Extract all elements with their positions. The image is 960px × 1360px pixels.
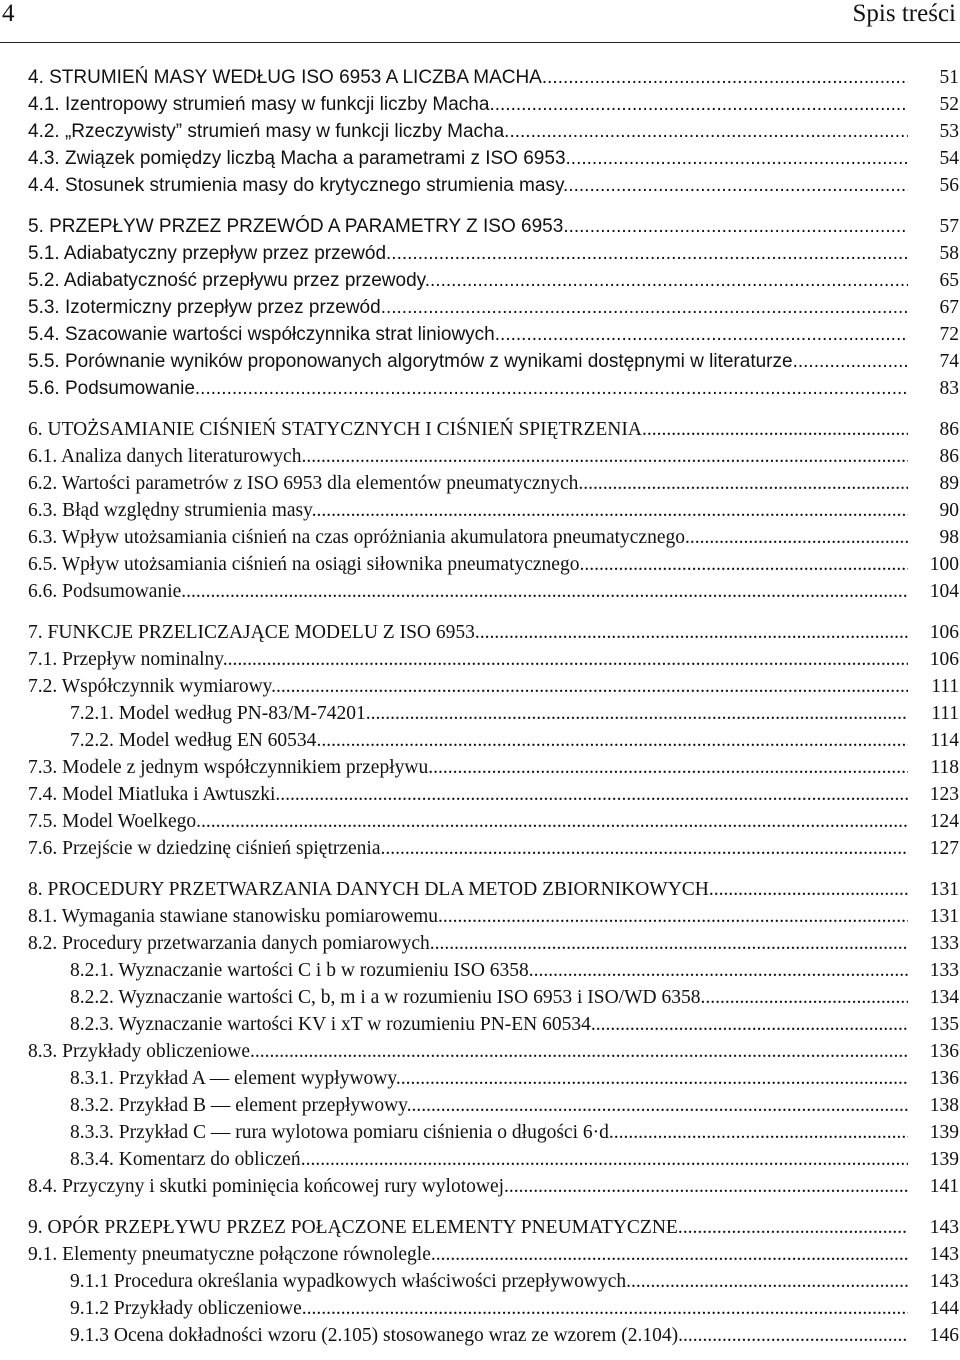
- toc-entry-title: 8.2.3. Wyznaczanie wartości KV i xT w rozumieniu PN-EN 60534 .....: [70, 1011, 908, 1038]
- toc-entry[interactable]: [0, 524, 960, 551]
- toc-entry-title: 7. FUNKCJE PRZELICZAJĄCE MODELU Z ISO 6953 .....: [28, 619, 908, 646]
- toc-entry[interactable]: [0, 416, 960, 443]
- toc-entry-page: 114: [930, 730, 959, 751]
- toc-entry[interactable]: [0, 957, 960, 984]
- toc-entry[interactable]: [0, 213, 960, 240]
- toc-entry-page: 57: [939, 216, 959, 237]
- toc-entry-page: 133: [929, 960, 959, 981]
- toc-entry[interactable]: [0, 1065, 960, 1092]
- toc-entry[interactable]: [0, 470, 960, 497]
- toc-entry-page: 58: [939, 243, 959, 264]
- toc-entry-page: 143: [929, 1244, 959, 1265]
- toc-entry-page: 83: [939, 378, 959, 399]
- toc-entry-page: 65: [939, 270, 959, 291]
- toc-entry[interactable]: [0, 267, 960, 294]
- toc-entry[interactable]: [0, 781, 960, 808]
- toc-entry-page: 106: [929, 622, 959, 643]
- toc-entry[interactable]: [0, 145, 960, 172]
- toc-entry-page: 89: [939, 473, 959, 494]
- toc-entry-page: 138: [929, 1095, 959, 1116]
- toc-entry[interactable]: [0, 118, 960, 145]
- toc-entry-title: 8.3.2. Przykład B — element przepływowy .....: [70, 1092, 908, 1119]
- toc-entry-page: 131: [929, 906, 959, 927]
- toc-entry[interactable]: [0, 673, 960, 700]
- toc-entry[interactable]: [0, 348, 960, 375]
- toc-entry[interactable]: [0, 808, 960, 835]
- toc-entry-title: 4.3. Związek pomiędzy liczbą Macha a parametrami z ISO 6953 .....: [28, 145, 908, 172]
- toc-entry-title: 4.1. Izentropowy strumień masy w funkcji liczby Macha .....: [28, 91, 908, 118]
- running-title: Spis treści: [852, 0, 956, 27]
- toc-entry-title: 7.3. Modele z jednym współczynnikiem przepływu .....: [28, 754, 908, 781]
- toc-entry-page: 56: [939, 175, 959, 196]
- table-of-contents: [0, 64, 960, 1349]
- toc-entry[interactable]: [0, 1214, 960, 1241]
- toc-entry[interactable]: [0, 91, 960, 118]
- toc-entry-title: 8.3.4. Komentarz do obliczeń .....: [70, 1146, 908, 1173]
- toc-entry-title: 5.2. Adiabatyczność przepływu przez przewody .....: [28, 267, 908, 294]
- toc-entry-title: 9.1.3 Ocena dokładności wzoru (2.105) stosowanego wraz ze wzorem (2.104) .....: [70, 1322, 908, 1349]
- toc-entry-page: 136: [929, 1068, 959, 1089]
- toc-entry-page: 144: [929, 1298, 959, 1319]
- toc-entry-page: 53: [939, 121, 959, 142]
- toc-entry-title: 7.5. Model Woelkego .....: [28, 808, 908, 835]
- toc-entry-page: 54: [939, 148, 959, 169]
- toc-entry-page: 134: [929, 987, 959, 1008]
- toc-entry[interactable]: [0, 321, 960, 348]
- toc-entry[interactable]: [0, 646, 960, 673]
- toc-entry-page: 143: [929, 1271, 959, 1292]
- toc-entry[interactable]: [0, 1173, 960, 1200]
- toc-entry-page: 124: [929, 811, 959, 832]
- toc-entry-page: 86: [939, 419, 959, 440]
- toc-entry-title: 8.3.3. Przykład C — rura wylotowa pomiaru ciśnienia o długości 6·d .....: [70, 1119, 908, 1146]
- toc-entry[interactable]: [0, 700, 960, 727]
- toc-entry-page: 67: [939, 297, 959, 318]
- toc-entry-title: 8.2. Procedury przetwarzania danych pomiarowych .....: [28, 930, 908, 957]
- toc-entry-title: 9.1. Elementy pneumatyczne połączone równolegle .....: [28, 1241, 908, 1268]
- toc-entry[interactable]: [0, 578, 960, 605]
- toc-entry-page: 111: [931, 676, 959, 697]
- toc-entry[interactable]: [0, 172, 960, 199]
- toc-entry-title: 6.3. Wpływ utożsamiania ciśnień na czas opróżniania akumulatora pneumatycznego .....: [28, 524, 908, 551]
- toc-entry[interactable]: [0, 375, 960, 402]
- toc-entry[interactable]: [0, 1295, 960, 1322]
- toc-entry-title: 8.3.1. Przykład A — element wypływowy .....: [70, 1065, 908, 1092]
- toc-entry-title: 8.4. Przyczyny i skutki pominięcia końcowej rury wylotowej .....: [28, 1173, 908, 1200]
- toc-entry-title: 9.1.2 Przykłady obliczeniowe .....: [70, 1295, 908, 1322]
- toc-entry[interactable]: [0, 876, 960, 903]
- toc-entry[interactable]: [0, 1092, 960, 1119]
- toc-entry-title: 4. STRUMIEŃ MASY WEDŁUG ISO 6953 A LICZBA MACHA .....: [28, 64, 908, 91]
- toc-entry-page: 106: [929, 649, 959, 670]
- toc-entry[interactable]: [0, 754, 960, 781]
- toc-entry[interactable]: [0, 1038, 960, 1065]
- toc-entry-title: 7.4. Model Miatluka i Awtuszki .....: [28, 781, 908, 808]
- toc-entry-title: 8.2.2. Wyznaczanie wartości C, b, m i a w rozumieniu ISO 6953 i ISO/WD 6358 .....: [70, 984, 908, 1011]
- toc-entry-page: 127: [929, 838, 959, 859]
- toc-entry-title: 8.3. Przykłady obliczeniowe .....: [28, 1038, 908, 1065]
- toc-entry[interactable]: [0, 1119, 960, 1146]
- toc-entry-page: 143: [929, 1217, 959, 1238]
- toc-entry-title: 4.4. Stosunek strumienia masy do krytycznego strumienia masy .....: [28, 172, 908, 199]
- toc-entry-title: 5. PRZEPŁYW PRZEZ PRZEWÓD A PARAMETRY Z ISO 6953 .....: [28, 213, 908, 240]
- toc-entry[interactable]: [0, 727, 960, 754]
- toc-entry-page: 123: [929, 784, 959, 805]
- toc-entry[interactable]: [0, 443, 960, 470]
- toc-entry-page: 131: [929, 879, 959, 900]
- toc-entry-page: 139: [929, 1122, 959, 1143]
- toc-entry-page: 133: [929, 933, 959, 954]
- toc-entry[interactable]: [0, 1322, 960, 1349]
- toc-entry[interactable]: [0, 903, 960, 930]
- toc-entry-page: 139: [929, 1149, 959, 1170]
- toc-entry-title: 5.1. Adiabatyczny przepływ przez przewód .....: [28, 240, 908, 267]
- toc-entry-title: 9. OPÓR PRZEPŁYWU PRZEZ POŁĄCZONE ELEMENTY PNEUMATYCZNE .....: [28, 1214, 908, 1241]
- toc-entry-title: 5.3. Izotermiczny przepływ przez przewód .....: [28, 294, 908, 321]
- toc-entry-title: 8.2.1. Wyznaczanie wartości C i b w rozumieniu ISO 6358 .....: [70, 957, 908, 984]
- toc-entry-title: 7.1. Przepływ nominalny .....: [28, 646, 908, 673]
- toc-entry[interactable]: [0, 240, 960, 267]
- toc-entry-title: 5.6. Podsumowanie .....: [28, 375, 908, 402]
- toc-entry-page: 100: [929, 554, 959, 575]
- toc-entry[interactable]: [0, 1241, 960, 1268]
- page-header: [0, 0, 960, 43]
- toc-entry-title: 6.2. Wartości parametrów z ISO 6953 dla elementów pneumatycznych .....: [28, 470, 908, 497]
- toc-entry[interactable]: [0, 930, 960, 957]
- toc-entry[interactable]: [0, 835, 960, 862]
- toc-entry-title: 7.2. Współczynnik wymiarowy .....: [28, 673, 908, 700]
- toc-entry-title: 8. PROCEDURY PRZETWARZANIA DANYCH DLA METOD ZBIORNIKOWYCH .....: [28, 876, 908, 903]
- toc-entry-title: 9.1.1 Procedura określania wypadkowych właściwości przepływowych .....: [70, 1268, 908, 1295]
- toc-entry-page: 86: [939, 446, 959, 467]
- toc-entry-title: 6.6. Podsumowanie .....: [28, 578, 908, 605]
- toc-entry[interactable]: [0, 64, 960, 91]
- toc-entry-title: 7.6. Przejście w dziedzinę ciśnień spiętrzenia .....: [28, 835, 908, 862]
- toc-entry-title: 5.5. Porównanie wyników proponowanych algorytmów z wynikami dostępnymi w literaturze .....: [28, 348, 908, 375]
- toc-entry-page: 104: [929, 581, 959, 602]
- toc-entry-title: 6.3. Błąd względny strumienia masy .....: [28, 497, 908, 524]
- toc-entry[interactable]: [0, 551, 960, 578]
- toc-entry-title: 6.5. Wpływ utożsamiania ciśnień na osiągi siłownika pneumatycznego .....: [28, 551, 908, 578]
- page-number: 4: [2, 0, 15, 27]
- toc-entry-page: 74: [939, 351, 959, 372]
- toc-entry-page: 146: [929, 1325, 959, 1346]
- toc-entry[interactable]: [0, 294, 960, 321]
- toc-entry-page: 90: [939, 500, 959, 521]
- toc-entry-page: 51: [939, 67, 959, 88]
- toc-entry-title: 8.1. Wymagania stawiane stanowisku pomiarowemu .....: [28, 903, 908, 930]
- toc-entry-page: 118: [930, 757, 959, 778]
- toc-entry[interactable]: [0, 1011, 960, 1038]
- toc-entry-title: 7.2.1. Model według PN-83/M-74201 .....: [70, 700, 908, 727]
- toc-entry-title: 7.2.2. Model według EN 60534 .....: [70, 727, 908, 754]
- toc-entry-page: 135: [929, 1014, 959, 1035]
- toc-entry-page: 52: [939, 94, 959, 115]
- toc-entry-page: 72: [939, 324, 959, 345]
- toc-entry-page: 111: [931, 703, 959, 724]
- toc-entry[interactable]: [0, 619, 960, 646]
- toc-entry-page: 98: [939, 527, 959, 548]
- toc-entry[interactable]: [0, 984, 960, 1011]
- toc-entry-title: 6. UTOŻSAMIANIE CIŚNIEŃ STATYCZNYCH I CIŚNIEŃ SPIĘTRZENIA .....: [28, 416, 908, 443]
- toc-entry-page: 141: [929, 1176, 959, 1197]
- toc-entry-title: 6.1. Analiza danych literaturowych .....: [28, 443, 908, 470]
- toc-entry[interactable]: [0, 1146, 960, 1173]
- toc-entry-title: 4.2. „Rzeczywisty” strumień masy w funkcji liczby Macha .....: [28, 118, 908, 145]
- toc-entry[interactable]: [0, 497, 960, 524]
- toc-entry-title: 5.4. Szacowanie wartości współczynnika strat liniowych .....: [28, 321, 908, 348]
- toc-entry[interactable]: [0, 1268, 960, 1295]
- toc-entry-page: 136: [929, 1041, 959, 1062]
